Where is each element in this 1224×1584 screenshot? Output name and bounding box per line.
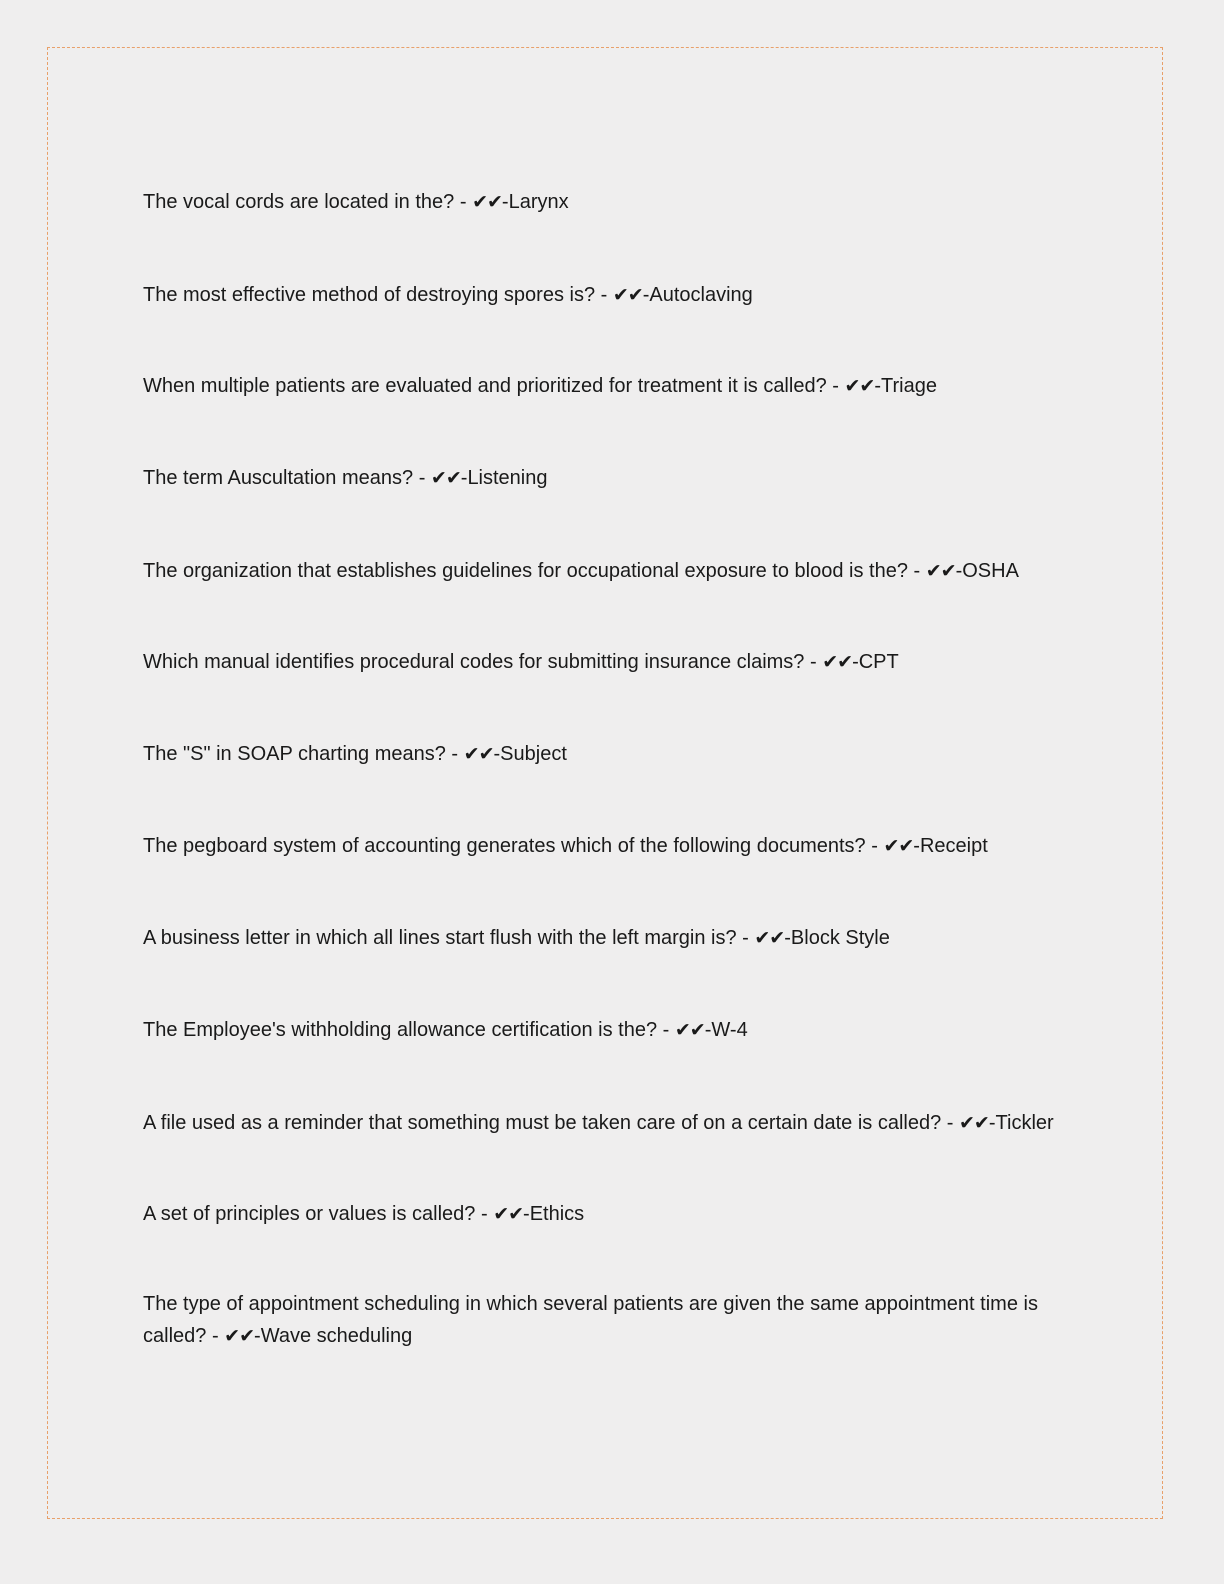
double-check-icon: ✔✔: [844, 375, 875, 397]
qa-item: [143, 1288, 1073, 1352]
double-check-icon: ✔✔: [472, 191, 502, 213]
question-text: The organization that establishes guidelines for occupational exposure to blood is the?: [143, 560, 908, 582]
double-check-icon: ✔✔: [463, 743, 494, 765]
answer-prefix: -: [460, 467, 468, 489]
answer-text: Block Style: [790, 927, 890, 949]
qa-item: [143, 1014, 1073, 1046]
answer-text: Listening: [467, 467, 548, 489]
qa-item: [143, 738, 1073, 770]
double-check-icon: ✔✔: [224, 1325, 255, 1347]
question-text: The pegboard system of accounting generates which of the following documents?: [143, 835, 866, 857]
qa-item: [143, 186, 1073, 218]
answer-text: Subject: [500, 743, 567, 765]
answer-prefix: -: [874, 375, 881, 397]
double-check-icon: ✔✔: [430, 467, 461, 489]
question-text: The vocal cords are located in the?: [143, 191, 455, 213]
qa-item: [143, 555, 1073, 587]
separator: -: [826, 375, 845, 397]
qa-item: [143, 830, 1073, 862]
answer-text: OSHA: [962, 560, 1019, 582]
question-text: A file used as a reminder that something must be taken care of on a certain date is called?: [143, 1112, 942, 1134]
answer-prefix: -: [523, 1203, 530, 1225]
double-check-icon: ✔✔: [883, 835, 914, 857]
double-check-icon: ✔✔: [612, 284, 643, 306]
separator: -: [657, 1019, 675, 1041]
separator: -: [865, 835, 884, 857]
answer-text: Receipt: [919, 835, 988, 857]
answer-prefix: -: [704, 1019, 712, 1041]
answer-text: Ethics: [529, 1203, 585, 1225]
answer-prefix: -: [784, 927, 791, 949]
answer-text: CPT: [858, 651, 899, 673]
answer-prefix: -: [254, 1325, 261, 1347]
answer-prefix: -: [955, 560, 963, 582]
answer-prefix: -: [501, 191, 509, 213]
answer-prefix: -: [852, 651, 859, 673]
answer-text: Tickler: [995, 1112, 1054, 1134]
qa-item: [143, 370, 1073, 402]
separator: -: [736, 927, 755, 949]
qa-item: [143, 922, 1073, 954]
question-text: The most effective method of destroying spores is?: [143, 284, 596, 306]
answer-text: Autoclaving: [649, 284, 753, 306]
double-check-icon: ✔✔: [925, 560, 956, 582]
qa-item: [143, 462, 1073, 494]
question-text: The type of appointment scheduling in which several patients are given the same appointment time is called?: [143, 1293, 1038, 1347]
answer-prefix: -: [642, 284, 650, 306]
question-text: A business letter in which all lines start flush with the left margin is?: [143, 927, 737, 949]
double-check-icon: ✔✔: [959, 1112, 989, 1134]
separator: -: [454, 191, 473, 213]
qa-item: [143, 279, 1073, 311]
separator: -: [907, 560, 926, 582]
qa-item: [143, 1198, 1073, 1230]
separator: -: [475, 1203, 494, 1225]
question-text: When multiple patients are evaluated and prioritized for treatment it is called?: [143, 375, 827, 397]
answer-prefix: -: [988, 1112, 996, 1134]
qa-item: [143, 646, 1073, 678]
answer-text: W-4: [711, 1019, 748, 1041]
question-text: A set of principles or values is called?: [143, 1203, 476, 1225]
answer-text: Larynx: [508, 191, 569, 213]
separator: -: [206, 1325, 225, 1347]
double-check-icon: ✔✔: [754, 927, 785, 949]
separator: -: [413, 467, 431, 489]
double-check-icon: ✔✔: [674, 1019, 705, 1041]
qa-item: [143, 1107, 1073, 1139]
double-check-icon: ✔✔: [822, 651, 853, 673]
double-check-icon: ✔✔: [493, 1203, 524, 1225]
question-text: The Employee's withholding allowance certification is the?: [143, 1019, 658, 1041]
separator: -: [941, 1112, 960, 1134]
question-text: The "S" in SOAP charting means?: [143, 743, 446, 765]
separator: -: [445, 743, 464, 765]
question-text: The term Auscultation means?: [143, 467, 414, 489]
answer-prefix: -: [913, 835, 920, 857]
separator: -: [595, 284, 613, 306]
answer-text: Wave scheduling: [260, 1325, 413, 1347]
answer-prefix: -: [493, 743, 501, 765]
question-text: Which manual identifies procedural codes for submitting insurance claims?: [143, 651, 805, 673]
separator: -: [804, 651, 823, 673]
answer-text: Triage: [881, 375, 937, 397]
